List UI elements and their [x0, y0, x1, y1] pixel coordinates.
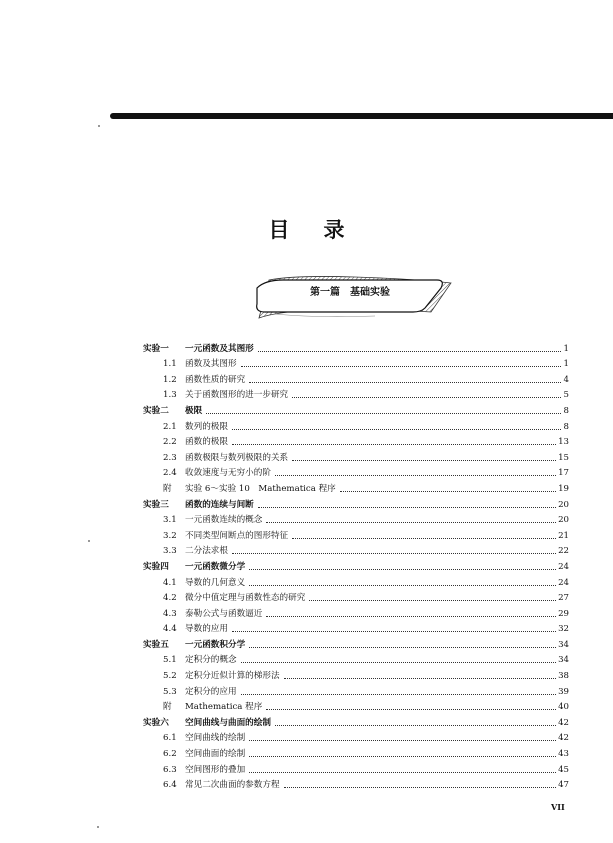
dot-leader: [249, 381, 561, 383]
dot-leader: [292, 537, 556, 539]
toc-chapter-row[interactable]: [143, 400, 569, 416]
toc-section-row[interactable]: [143, 416, 569, 432]
toc-entry-title: 定积分近似计算的梯形法: [185, 671, 280, 682]
toc-entry-number: 2.2: [163, 437, 177, 448]
toc-entry-page: 34: [558, 655, 569, 666]
toc-entry-title: 一元函数及其图形: [185, 343, 254, 354]
header-rule: [110, 113, 613, 119]
dot-leader: [232, 428, 561, 430]
toc-entry-page: 24: [558, 561, 569, 572]
dot-leader: [232, 443, 556, 445]
dot-leader: [249, 646, 556, 648]
toc-entry-title: 微分中值定理与函数性态的研究: [185, 593, 306, 604]
dot-leader: [258, 506, 556, 508]
toc-entry-page: 5: [563, 390, 569, 401]
dot-leader: [309, 599, 556, 601]
toc-section-row[interactable]: [143, 525, 569, 541]
toc-entry-page: 27: [558, 593, 569, 604]
toc-entry-number: 4.4: [163, 624, 177, 635]
part-title: 第一篇 基础实验: [310, 287, 390, 298]
toc-entry-number: 2.3: [163, 452, 177, 463]
dot-leader: [249, 771, 556, 773]
toc-section-row[interactable]: [143, 478, 569, 494]
toc-section-row[interactable]: [143, 697, 569, 713]
toc-section-row[interactable]: [143, 463, 569, 479]
toc-entry-title: 导数的应用: [185, 624, 228, 635]
toc-entry-page: 22: [558, 546, 569, 557]
toc-entry-title: 定积分的概念: [185, 655, 237, 666]
toc-section-row[interactable]: [143, 728, 569, 744]
toc-entry-title: 函数及其图形: [185, 359, 237, 370]
toc-section-row[interactable]: [143, 665, 569, 681]
toc-section-row[interactable]: [143, 510, 569, 526]
toc-entry-title: Mathematica 程序: [185, 702, 263, 713]
toc-entry-number: 附: [163, 483, 172, 494]
toc-entry-page: 43: [558, 749, 569, 760]
toc-entry-page: 15: [558, 452, 569, 463]
toc-entry-number: 3.1: [163, 515, 177, 526]
toc-section-row[interactable]: [143, 588, 569, 604]
dot-leader: [275, 474, 556, 476]
toc-entry-page: 1: [563, 359, 569, 370]
toc-entry-number: 1.3: [163, 390, 177, 401]
dot-leader: [249, 568, 556, 570]
dot-leader: [241, 365, 561, 367]
toc-chapter-row[interactable]: [143, 556, 569, 572]
toc-entry-page: 19: [558, 483, 569, 494]
toc-chapter-row[interactable]: [143, 712, 569, 728]
toc-entry-number: 2.4: [163, 468, 177, 479]
scan-speck: [88, 540, 90, 542]
toc-entry-page: 45: [558, 764, 569, 775]
toc-entry-title: 函数极限与数列极限的关系: [185, 452, 289, 463]
page-title: 目录: [268, 218, 379, 242]
toc-entry-page: 32: [558, 624, 569, 635]
page-number: VII: [551, 802, 565, 812]
toc-entry-page: 39: [558, 686, 569, 697]
toc-entry-page: 29: [558, 608, 569, 619]
toc-entry-number: 实验四: [143, 561, 169, 572]
toc-entry-number: 3.3: [163, 546, 177, 557]
toc-entry-page: 42: [558, 733, 569, 744]
toc-entry-page: 38: [558, 671, 569, 682]
toc-section-row[interactable]: [143, 541, 569, 557]
toc-entry-number: 附: [163, 702, 172, 713]
toc-entry-title: 关于函数图形的进一步研究: [185, 390, 289, 401]
toc-section-row[interactable]: [143, 650, 569, 666]
dot-leader: [275, 724, 556, 726]
toc-entry-page: 8: [563, 421, 569, 432]
toc-section-row[interactable]: [143, 759, 569, 775]
toc-entry-page: 1: [563, 343, 569, 354]
toc-entry-number: 3.2: [163, 530, 177, 541]
scan-speck: [97, 826, 99, 828]
toc-section-row[interactable]: [143, 432, 569, 448]
toc-entry-page: 13: [558, 437, 569, 448]
toc-entry-page: 42: [558, 717, 569, 728]
toc-chapter-row[interactable]: [143, 634, 569, 650]
toc-chapter-row[interactable]: [143, 338, 569, 354]
toc-section-row[interactable]: [143, 681, 569, 697]
toc-entry-page: 17: [558, 468, 569, 479]
toc-entry-number: 5.1: [163, 655, 177, 666]
toc-entry-number: 2.1: [163, 421, 177, 432]
toc-section-row[interactable]: [143, 447, 569, 463]
toc-entry-title: 导数的几何意义: [185, 577, 246, 588]
toc-entry-number: 6.2: [163, 749, 177, 760]
toc-chapter-row[interactable]: [143, 494, 569, 510]
scan-speck: [98, 125, 100, 127]
dot-leader: [292, 396, 561, 398]
dot-leader: [249, 755, 556, 757]
toc-entry-number: 实验一: [143, 343, 169, 354]
toc-entry-title: 泰勒公式与函数逼近: [185, 608, 263, 619]
toc-entry-title: 一元函数连续的概念: [185, 515, 263, 526]
toc-entry-number: 1.2: [163, 374, 177, 385]
toc-entry-title: 数列的极限: [185, 421, 228, 432]
toc-entry-title: 常见二次曲面的参数方程: [185, 780, 280, 791]
toc-entry-title: 收敛速度与无穷小的阶: [185, 468, 271, 479]
toc-entry-number: 5.2: [163, 671, 177, 682]
toc-entry-title: 一元函数积分学: [185, 639, 246, 650]
toc-entry-page: 40: [558, 702, 569, 713]
toc-entry-number: 4.2: [163, 593, 177, 604]
dot-leader: [232, 630, 556, 632]
toc-entry-title: 函数性质的研究: [185, 374, 246, 385]
toc-section-row[interactable]: [143, 572, 569, 588]
toc-entry-number: 实验二: [143, 405, 169, 416]
toc-entry-number: 4.1: [163, 577, 177, 588]
toc-entry-title: 一元函数微分学: [185, 561, 246, 572]
toc-entry-page: 24: [558, 577, 569, 588]
toc-entry-page: 8: [563, 405, 569, 416]
toc-section-row[interactable]: [143, 603, 569, 619]
toc-entry-title: 空间曲线的绘制: [185, 733, 246, 744]
toc-entry-number: 实验三: [143, 499, 169, 510]
toc-entry-title: 空间曲面的绘制: [185, 749, 246, 760]
dot-leader: [340, 490, 556, 492]
toc-section-row[interactable]: [143, 385, 569, 401]
toc-section-row[interactable]: [143, 619, 569, 635]
dot-leader: [292, 459, 556, 461]
dot-leader: [266, 521, 556, 523]
toc-entry-number: 1.1: [163, 359, 177, 370]
toc-entry-title: 二分法求根: [185, 546, 228, 557]
toc-entry-title: 实验 6～实验 10 Mathematica 程序: [185, 483, 336, 494]
toc-entry-page: 47: [558, 780, 569, 791]
toc-entry-title: 定积分的应用: [185, 686, 237, 697]
toc-entry-title: 极限: [185, 405, 203, 416]
toc-entry-number: 5.3: [163, 686, 177, 697]
toc-entry-number: 6.1: [163, 733, 177, 744]
toc-section-row[interactable]: [143, 775, 569, 791]
toc-entry-page: 21: [558, 530, 569, 541]
toc-entry-page: 34: [558, 639, 569, 650]
toc-entry-page: 20: [558, 499, 569, 510]
dot-leader: [249, 739, 556, 741]
toc-entry-page: 20: [558, 515, 569, 526]
dot-leader: [266, 708, 556, 710]
dot-leader: [232, 552, 556, 554]
table-of-contents: [143, 338, 569, 790]
dot-leader: [241, 693, 556, 695]
toc-entry-title: 空间图形的叠加: [185, 764, 246, 775]
dot-leader: [258, 350, 561, 352]
toc-entry-title: 空间曲线与曲面的绘制: [185, 717, 271, 728]
toc-entry-number: 实验六: [143, 717, 169, 728]
part-banner: [255, 274, 455, 326]
toc-section-row[interactable]: [143, 743, 569, 759]
toc-entry-page: 4: [563, 374, 569, 385]
toc-entry-number: 实验五: [143, 639, 169, 650]
dot-leader: [284, 677, 557, 679]
toc-entry-number: 6.3: [163, 764, 177, 775]
dot-leader: [266, 615, 556, 617]
toc-entry-number: 6.4: [163, 780, 177, 791]
toc-entry-number: 4.3: [163, 608, 177, 619]
dot-leader: [206, 412, 561, 414]
dot-leader: [241, 661, 556, 663]
dot-leader: [249, 584, 556, 586]
dot-leader: [284, 786, 557, 788]
toc-entry-title: 不同类型间断点的图形特征: [185, 530, 289, 541]
toc-entry-title: 函数的极限: [185, 437, 228, 448]
toc-entry-title: 函数的连续与间断: [185, 499, 254, 510]
toc-section-row[interactable]: [143, 369, 569, 385]
toc-section-row[interactable]: [143, 354, 569, 370]
